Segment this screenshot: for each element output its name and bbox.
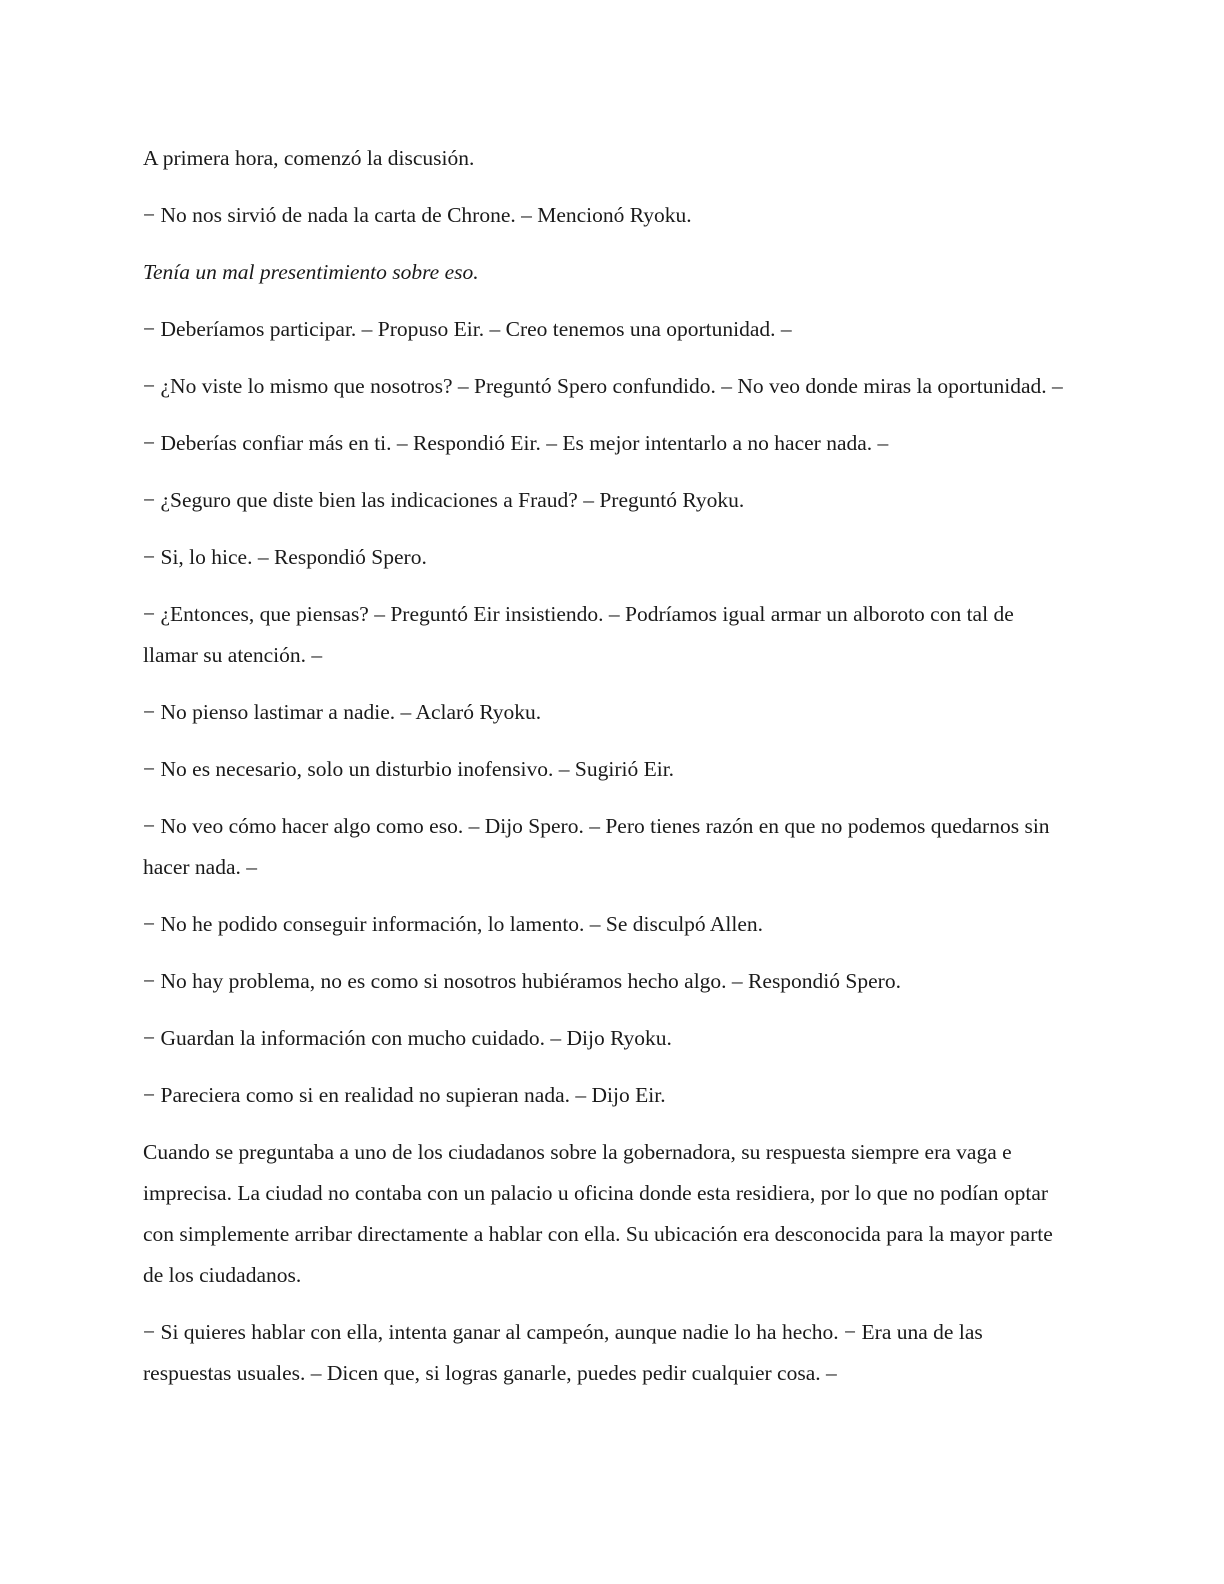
document-body xyxy=(143,138,1063,1410)
dialogue-line: − ¿Entonces, que piensas? – Preguntó Eir insistiendo. – Podríamos igual armar un alboroto con tal de llamar su atención. – xyxy=(143,602,1014,667)
dialogue-line: − Si quieres hablar con ella, intenta ganar al campeón, aunque nadie lo ha hecho. − Era una de las respuestas usuales. – Dicen que, si logras ganarle, puedes pedir cualquier cosa. – xyxy=(143,1320,983,1385)
dialogue-line: − Guardan la información con mucho cuidado. – Dijo Ryoku. xyxy=(143,1026,672,1050)
dialogue-line: − ¿Seguro que diste bien las indicaciones a Fraud? – Preguntó Ryoku. xyxy=(143,488,745,512)
italic-thought: Tenía un mal presentimiento sobre eso. xyxy=(143,260,479,284)
dialogue-line: − Deberías confiar más en ti. – Respondió Eir. – Es mejor intentarlo a no hacer nada. – xyxy=(143,431,889,455)
dialogue-line: − No veo cómo hacer algo como eso. – Dijo Spero. – Pero tienes razón en que no podemos quedarnos sin hacer nada. – xyxy=(143,814,1050,879)
dialogue-line: − No hay problema, no es como si nosotros hubiéramos hecho algo. – Respondió Spero. xyxy=(143,969,901,993)
dialogue-line: − Si, lo hice. – Respondió Spero. xyxy=(143,545,427,569)
narrative-paragraph: Cuando se preguntaba a uno de los ciudadanos sobre la gobernadora, su respuesta siempre era vaga e imprecisa. La ciudad no contaba con un palacio u oficina donde esta residiera, por lo que no podían optar con simplemente arribar directamente a hablar con ella. Su ubicación era desconocida para la mayor parte de los ciudadanos. xyxy=(143,1140,1053,1287)
dialogue-line: − No nos sirvió de nada la carta de Chrone. – Mencionó Ryoku. xyxy=(143,203,692,227)
dialogue-line: − Deberíamos participar. – Propuso Eir. – Creo tenemos una oportunidad. – xyxy=(143,317,792,341)
dialogue-line: − Pareciera como si en realidad no supieran nada. – Dijo Eir. xyxy=(143,1083,666,1107)
paragraph: A primera hora, comenzó la discusión. xyxy=(143,146,475,170)
dialogue-line: − No he podido conseguir información, lo lamento. – Se disculpó Allen. xyxy=(143,912,763,936)
dialogue-line: − No es necesario, solo un disturbio inofensivo. – Sugirió Eir. xyxy=(143,757,675,781)
dialogue-line: − No pienso lastimar a nadie. – Aclaró Ryoku. xyxy=(143,700,542,724)
dialogue-line: − ¿No viste lo mismo que nosotros? – Preguntó Spero confundido. – No veo donde miras la oportunidad. – xyxy=(143,374,1063,398)
